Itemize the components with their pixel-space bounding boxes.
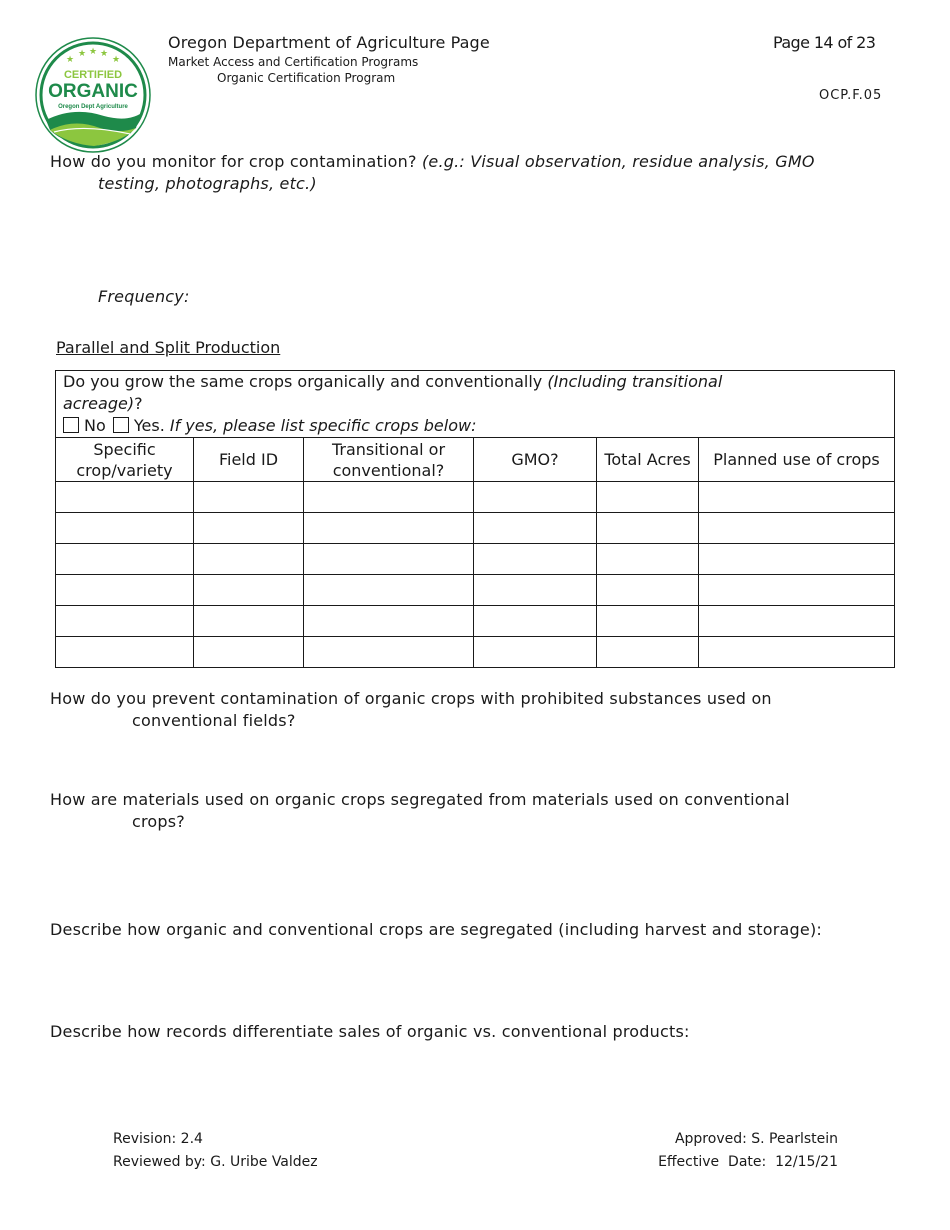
- table-cell[interactable]: [474, 575, 597, 606]
- question-materials-segregation: How are materials used on organic crops segregated from materials used on conventional: [50, 790, 790, 809]
- parallel-question-text: Do you grow the same crops organically and conventionally: [63, 372, 548, 391]
- table-cell[interactable]: [304, 575, 474, 606]
- table-row: [56, 544, 895, 575]
- table-row: [56, 482, 895, 513]
- logo-certified-text: CERTIFIED: [63, 69, 123, 81]
- table-cell[interactable]: [597, 575, 699, 606]
- parallel-question-mark: ?: [134, 394, 143, 413]
- yes-checkbox[interactable]: [113, 417, 129, 433]
- svg-text:★: ★: [66, 55, 75, 65]
- table-cell[interactable]: [194, 513, 304, 544]
- table-cell[interactable]: [474, 544, 597, 575]
- table-cell[interactable]: [597, 513, 699, 544]
- table-row: [56, 513, 895, 544]
- table-cell[interactable]: [56, 575, 194, 606]
- table-cell[interactable]: [597, 606, 699, 637]
- question-prevent-contamination: How do you prevent contamination of organic crops with prohibited substances used on: [50, 689, 772, 708]
- parallel-production-question-cell: [56, 371, 895, 438]
- footer-effective-date: Effective Date: 12/15/21: [658, 1154, 838, 1170]
- header-subtitle-program: Market Access and Certification Programs: [168, 55, 419, 69]
- table-cell[interactable]: [474, 606, 597, 637]
- table-cell[interactable]: [304, 513, 474, 544]
- table-row: [56, 606, 895, 637]
- svg-text:★: ★: [78, 49, 87, 59]
- question-monitor-example-cont: [98, 173, 317, 195]
- column-header-crop: Specific crop/variety: [56, 438, 194, 482]
- question-monitor-example-line2: testing, photographs, etc.): [98, 174, 317, 193]
- table-cell[interactable]: [699, 482, 895, 513]
- form-code: OCP.F.05: [819, 88, 883, 103]
- question-materials-segregation-cont: crops?: [132, 812, 185, 831]
- table-cell[interactable]: [304, 482, 474, 513]
- footer-revision: Revision: 2.4: [113, 1131, 203, 1147]
- crop-production-table: [55, 370, 895, 668]
- frequency-label: [98, 286, 190, 308]
- logo-oda-text: Oregon Dept Agriculture: [58, 104, 128, 110]
- footer-approved: Approved: S. Pearlstein: [674, 1131, 838, 1147]
- yes-label: Yes.: [133, 416, 165, 435]
- table-cell[interactable]: [194, 482, 304, 513]
- question-monitor-text: How do you monitor for crop contamination?: [50, 152, 417, 171]
- table-cell[interactable]: [194, 606, 304, 637]
- header-subtitle-certification: Organic Certification Program: [217, 71, 396, 85]
- table-cell[interactable]: [56, 637, 194, 668]
- table-cell[interactable]: [56, 482, 194, 513]
- table-cell[interactable]: [304, 544, 474, 575]
- footer-reviewed-by: Reviewed by: G. Uribe Valdez: [113, 1154, 318, 1170]
- table-cell[interactable]: [597, 482, 699, 513]
- header-title: Oregon Department of Agriculture Page: [168, 33, 490, 52]
- table-cell[interactable]: [474, 513, 597, 544]
- table-cell[interactable]: [194, 637, 304, 668]
- certified-organic-logo: [34, 36, 152, 154]
- table-cell[interactable]: [474, 482, 597, 513]
- table-cell[interactable]: [304, 637, 474, 668]
- question-prevent-contamination-cont: conventional fields?: [132, 711, 296, 730]
- table-cell[interactable]: [597, 637, 699, 668]
- table-row: [56, 637, 895, 668]
- table-cell[interactable]: [56, 606, 194, 637]
- table-cell[interactable]: [194, 575, 304, 606]
- table-cell[interactable]: [194, 544, 304, 575]
- yes-instruction: If yes, please list specific crops below:: [164, 416, 477, 435]
- frequency-label-text: Frequency:: [98, 287, 190, 306]
- table-cell[interactable]: [597, 544, 699, 575]
- page-number: Page 14 of 23: [773, 33, 876, 52]
- table-cell[interactable]: [304, 606, 474, 637]
- column-header-total-acres: Total Acres: [597, 438, 699, 482]
- parallel-question-italic: (Including transitional: [547, 372, 723, 391]
- table-row: [56, 575, 895, 606]
- section-title-parallel-split: Parallel and Split Production: [56, 338, 281, 357]
- column-header-field-id: Field ID: [194, 438, 304, 482]
- table-cell[interactable]: [699, 606, 895, 637]
- table-cell[interactable]: [474, 637, 597, 668]
- column-header-planned-use: Planned use of crops: [699, 438, 895, 482]
- table-cell[interactable]: [56, 513, 194, 544]
- table-cell[interactable]: [699, 575, 895, 606]
- question-monitor-example: (e.g.: Visual observation, residue analysis, GMO: [421, 152, 815, 171]
- table-cell[interactable]: [56, 544, 194, 575]
- table-cell[interactable]: [699, 544, 895, 575]
- no-label: No: [84, 416, 106, 435]
- column-header-gmo: GMO?: [474, 438, 597, 482]
- svg-text:★: ★: [89, 47, 98, 57]
- table-cell[interactable]: [699, 637, 895, 668]
- question-monitor-contamination: [50, 151, 910, 173]
- svg-text:★: ★: [100, 49, 109, 59]
- table-header-row: [56, 438, 895, 482]
- column-header-transitional: Transitional or conventional?: [304, 438, 474, 482]
- question-crop-segregation: Describe how organic and conventional crops are segregated (including harvest and storage):: [50, 920, 822, 939]
- parallel-question-italic-cont: acreage): [63, 394, 135, 413]
- question-sales-records: Describe how records differentiate sales of organic vs. conventional products:: [50, 1022, 690, 1041]
- table-cell[interactable]: [699, 513, 895, 544]
- svg-text:★: ★: [112, 55, 121, 65]
- no-checkbox[interactable]: [63, 417, 79, 433]
- logo-organic-text: ORGANIC: [48, 81, 138, 102]
